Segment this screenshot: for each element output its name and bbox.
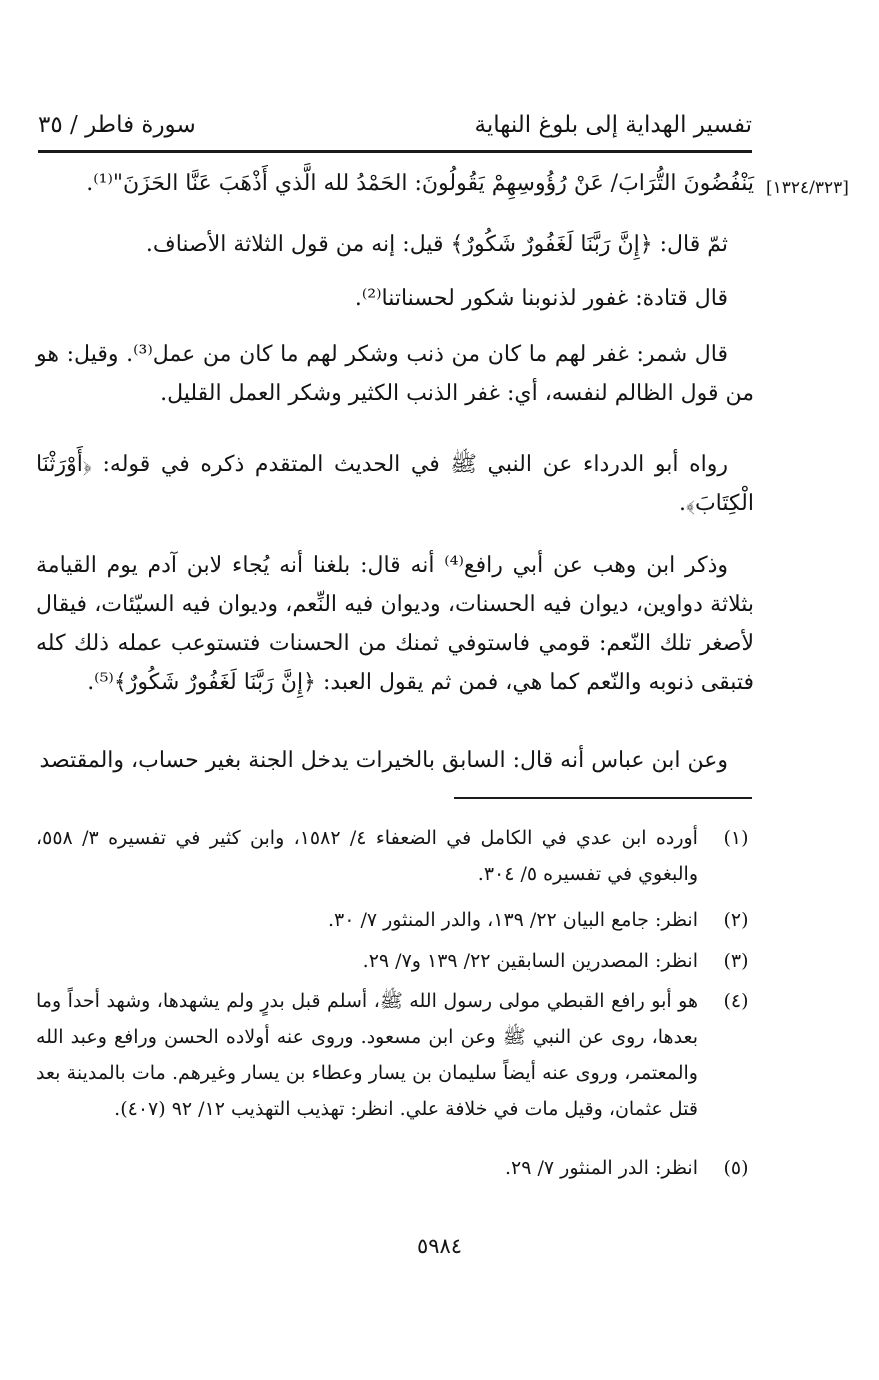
- footnote-number: (٣): [723, 950, 749, 972]
- footnote-1: [36, 820, 754, 894]
- body-paragraph-2: ثمّ قال: ﴿إِنَّ رَبَّنَا لَغَفُورٌ شَكُورٌ﴾ قيل: إنه من قول الثلاثة الأصناف.: [145, 232, 728, 257]
- footnote-number: (١): [723, 827, 749, 849]
- body-paragraph-6: وذكر ابن وهب عن أبي رافع⁽⁴⁾ أنه قال: بلغنا أنه يُجاء لابن آدم يوم القيامة بثلاثة دواوين، ديوان فيه الحسنات، وديوان فيه النِّعم، وديوان فيه السيّئات، فيقال لأصغر تلك النّعم: قومي فاستوفي ثمنك من الحسنات فتستوعب عمله ذلك كله فتبقى ذنوبه والنّعم كما هي، فمن ثم يقول العبد: ﴿إِنَّ رَبَّنَا لَغَفُورٌ شَكُورٌ﴾⁽⁵⁾.: [36, 553, 754, 695]
- footnote-text: أورده ابن عدي في الكامل في الضعفاء ٤/ ١٥٨٢، وابن كثير في تفسيره ٣/ ٥٥٨، والبغوي في تفسيره ٥/ ٣٠٤.: [36, 827, 698, 885]
- body-paragraph-1: يَنْفُضُونَ التُّرَابَ/ عَنْ رُؤُوسِهِمْ يَقُولُونَ: الحَمْدُ لله الَّذي أَذْهَبَ عَنَّا الحَزَنَ"⁽¹⁾.: [86, 171, 754, 196]
- footnote-text: انظر: المصدرين السابقين ٢٢/ ١٣٩ و٧/ ٢٩.: [362, 950, 698, 972]
- footnote-2: [36, 902, 754, 938]
- header-rule: [38, 150, 752, 153]
- page-number: ٥٩٨٤: [416, 1234, 463, 1258]
- footnote-number: (٥): [723, 1157, 749, 1179]
- body-paragraph-4: قال شمر: غفر لهم ما كان من ذنب وشكر لهم ما كان من عمل⁽³⁾. وقيل: هو من قول الظالم لنفسه، أي: غفر الذنب الكثير وشكر العمل القليل.: [36, 342, 754, 406]
- body-paragraph-5: رواه أبو الدرداء عن النبي ﷺ في الحديث المتقدم ذكره في قوله: ﴿أَوْرَثْنَا الْكِتَابَ﴾.: [36, 452, 754, 516]
- footnote-text: هو أبو رافع القبطي مولى رسول الله ﷺ، أسلم قبل بدرٍ ولم يشهدها، وشهد أحداً وما بعدها، روى عن النبي ﷺ وعن ابن مسعود. وروى عنه أولاده الحسن ورافع وعبد الله والمعتمر، وروى عنه أيضاً سليمان بن يسار وعطاء بن يسار وغيرهم. مات بالمدينة بعد قتل عثمان، وقيل مات في خلافة علي. انظر: تهذيب التهذيب ١٢/ ٩٢ (٤٠٧).: [36, 990, 698, 1120]
- running-header: [38, 112, 752, 152]
- footnote-5: [36, 1150, 754, 1186]
- footnote-text: انظر: الدر المنثور ٧/ ٢٩.: [504, 1157, 698, 1179]
- surah-label: سورة فاطر / ٣٥: [38, 112, 196, 138]
- manuscript-reference: [١٣٢٤/٣٢٣]: [766, 178, 849, 198]
- body-paragraph-7: وعن ابن عباس أنه قال: السابق بالخيرات يدخل الجنة بغير حساب، والمقتصد: [39, 748, 728, 773]
- footnote-number: (٤): [723, 990, 749, 1012]
- footnote-separator: [454, 797, 752, 799]
- footnote-number: (٢): [723, 909, 749, 931]
- body-paragraph-3: قال قتادة: غفور لذنوبنا شكور لحسناتنا⁽²⁾.: [354, 286, 728, 311]
- book-title: تفسير الهداية إلى بلوغ النهاية: [474, 112, 752, 138]
- footnote-text: انظر: جامع البيان ٢٢/ ١٣٩، والدر المنثور ٧/ ٣٠.: [327, 909, 698, 931]
- footnote-3: [36, 943, 754, 979]
- footnote-4: [36, 983, 754, 1133]
